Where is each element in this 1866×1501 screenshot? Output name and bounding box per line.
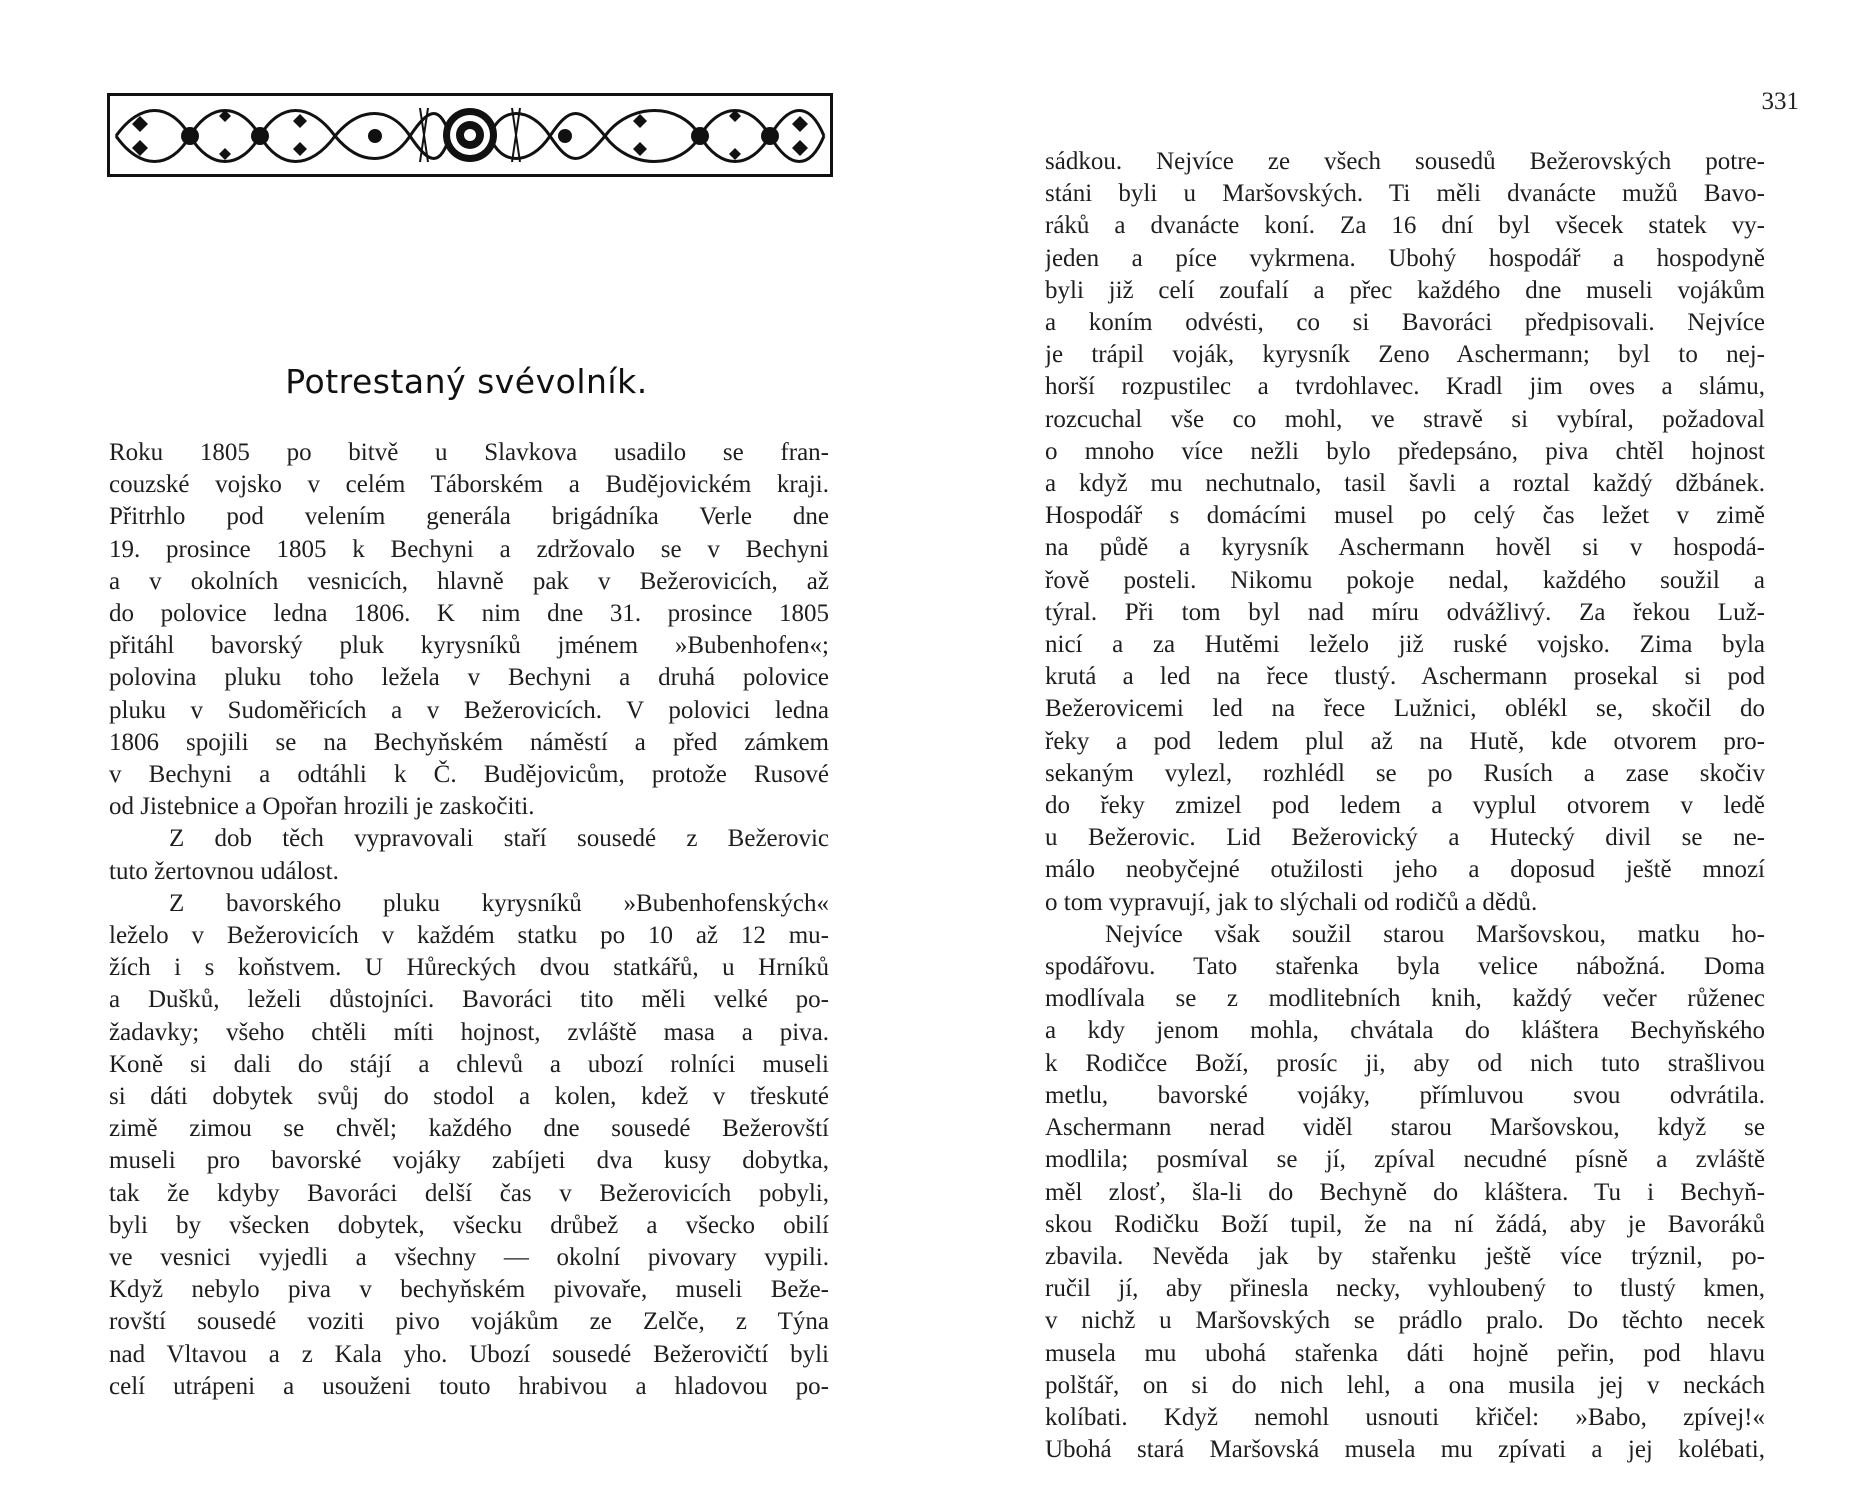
text-line: sádkou. Nejvíce ze všech sousedů Bežerovských potre- — [1045, 148, 1765, 175]
text-line: ráků a dvanácte koní. Za 16 dní byl všecek statek vy- — [1045, 212, 1765, 240]
text-line: nicí a za Hutěmi leželo již ruské vojsko. Zima byla — [1045, 631, 1765, 659]
text-line: týral. Při tom byl nad míru odvážlivý. Za řekou Luž- — [1045, 598, 1765, 626]
text-line: řeky a pod ledem plul až na Hutě, kde otvorem pro- — [1045, 727, 1765, 755]
text-line: musela mu ubohá stařenka dáti hojně peřin, pod hlavu — [1045, 1339, 1765, 1367]
text-line: měl zlosť, šla-li do Bechyně do kláštera. Tu i Bechyň- — [1045, 1178, 1765, 1206]
text-line: na půdě a kyrysník Aschermann hověl si v hospodá- — [1045, 534, 1765, 562]
text-line: jeden a píce vykrmena. Ubohý hospodář a hospodyně — [1045, 244, 1765, 272]
text-line: Přitrhlo pod velením generála brigádníka Verle dne — [109, 503, 829, 531]
text-line: polovina pluku toho ležela v Bechyni a druhá polovice — [109, 664, 829, 692]
text-line: o mnoho více nežli bylo předepsáno, piva chtěl hojnost — [1045, 437, 1765, 465]
text-line: v nichž u Maršovských se prádlo pralo. Do těchto necek — [1045, 1307, 1765, 1335]
text-line: rozcuchal vše co mohl, ve stravě si vybíral, požadoval — [1045, 405, 1765, 433]
text-line: a koním odvésti, co si Bavoráci předpisovali. Nejvíce — [1045, 309, 1765, 337]
paragraph-1 — [1045, 146, 1765, 919]
text-line: přitáhl bavorský pluk kyrysníků jménem »Bubenhofen«; — [109, 632, 829, 660]
text-line: a když mu nechutnalo, tasil šavli a roztal každý džbánek. — [1045, 470, 1765, 498]
text-line: Roku 1805 po bitvě u Slavkova usadilo se fran- — [109, 439, 829, 466]
text-line: u Bežerovic. Lid Bežerovický a Hutecký divil se ne- — [1045, 824, 1765, 852]
text-line: byli by všecken dobytek, všecku drůbež a všecko obilí — [109, 1211, 829, 1239]
text-line: stáni byli u Maršovských. Ti měli dvanácte mužů Bavo- — [1045, 180, 1765, 208]
text-line: Aschermann nerad viděl starou Maršovskou, když se — [1045, 1114, 1765, 1142]
text-line: 1806 spojili se na Bechyňském náměstí a před zámkem — [109, 728, 829, 756]
text-line: málo neobyčejné otužilosti jeho a doposud ještě mnozí — [1045, 856, 1765, 884]
text-line: o tom vypravují, jak to slýchali od rodičů a dědů. — [1045, 888, 1538, 916]
text-line: Z dob těch vypravovali staří sousedé z Bežerovic — [169, 825, 829, 853]
page-number: 331 — [1761, 88, 1799, 115]
text-line: Bežerovicemi led na řece Lužnici, oblékl se, skočil do — [1045, 695, 1765, 723]
text-line: Ubohá stará Maršovská musela mu zpívati a jej kolébati, — [1045, 1436, 1765, 1464]
right-body-text — [1045, 146, 1765, 1466]
paragraph-2 — [109, 823, 829, 887]
text-line: k Rodičce Boží, prosíc ji, aby od nich tuto strašlivou — [1045, 1049, 1765, 1077]
ornamental-header-band — [107, 93, 833, 177]
text-line: 19. prosince 1805 k Bechyni a zdržovalo se v Bechyni — [109, 535, 829, 563]
text-line: ručil jí, aby přinesla necky, vyhloubený to tlustý kmen, — [1045, 1275, 1765, 1303]
text-line: žadavky; všeho chtěli míti hojnost, zvláště masa a piva. — [109, 1018, 829, 1046]
paragraph-2 — [1045, 919, 1765, 1466]
text-line: celí utrápeni a usouženi touto hrabivou a hladovou po- — [109, 1372, 829, 1400]
right-page — [933, 0, 1866, 1501]
text-line: řově posteli. Nikomu pokoje nedal, každého soužil a — [1045, 566, 1765, 594]
text-line: zimě zimou se chvěl; každého dne sousedé Bežerovští — [109, 1115, 829, 1143]
text-line: modlila; posmíval se jí, zpíval necudné písně a zvláště — [1045, 1146, 1765, 1174]
text-line: Koně si dali do stájí a chlevů a ubozí rolníci museli — [109, 1050, 829, 1078]
text-line: Hospodář s domácími musel po celý čas ležet v zimě — [1045, 502, 1765, 530]
paragraph-1 — [109, 437, 829, 823]
text-line: a v okolních vesnicích, hlavně pak v Bežerovicích, až — [109, 567, 829, 595]
text-line: Když nebylo piva v bechyňském pivovaře, museli Beže- — [109, 1276, 829, 1304]
text-line: ve vesnici vyjedli a všechny — okolní pivovary vypili. — [109, 1244, 829, 1272]
text-line: nad Vltavou a z Kala yho. Ubozí sousedé Bežerovičtí byli — [109, 1340, 829, 1368]
text-line: museli pro bavorské vojáky zabíjeti dva kusy dobytka, — [109, 1147, 829, 1175]
text-line: do polovice ledna 1806. K nim dne 31. prosince 1805 — [109, 600, 829, 628]
text-line: kolíbati. Když nemohl usnouti křičel: »Babo, zpívej!« — [1045, 1403, 1765, 1431]
chapter-title: Potrestaný svévolník. — [285, 362, 648, 401]
text-line: je trápil voják, kyrysník Zeno Aschermann; byl to nej- — [1045, 341, 1765, 369]
text-line: metlu, bavorské vojáky, přímluvou svou odvrátila. — [1045, 1081, 1765, 1109]
text-line: pluku v Sudoměřicích a v Bežerovicích. V polovici ledna — [109, 696, 829, 724]
text-line: skou Rodičku Boží tupil, že na ní žádá, aby je Bavoráků — [1045, 1210, 1765, 1238]
text-line: byli již celí zoufalí a přec každého dne museli vojákům — [1045, 276, 1765, 304]
text-line: Nejvíce však soužil starou Maršovskou, matku ho- — [1105, 920, 1765, 948]
text-line: žích i s koňstvem. U Hůreckých dvou statkářů, u Hrníků — [109, 954, 829, 982]
text-line: zbavila. Nevěda jak by stařenku ještě více trýznil, po- — [1045, 1242, 1765, 1270]
text-line: tak že kdyby Bavoráci delší čas v Bežerovicích pobyli, — [109, 1179, 829, 1207]
text-line: modlívala se z modlitebních knih, každý večer růženec — [1045, 985, 1765, 1013]
left-body-text — [109, 437, 829, 1403]
text-line: od Jistebnice a Opořan hrozili je zaskočiti. — [109, 793, 535, 821]
text-line: polštář, on si do nich lehl, a ona musila jej v neckách — [1045, 1371, 1765, 1399]
text-line: Z bavorského pluku kyrysníků »Bubenhofenských« — [169, 889, 829, 917]
text-line: krutá a led na řece tlustý. Aschermann prosekal si pod — [1045, 663, 1765, 691]
text-line: leželo v Bežerovicích v každém statku po 10 až 12 mu- — [109, 922, 829, 950]
ornament-graphic — [110, 96, 830, 174]
text-line: si dáti dobytek svůj do stodol a kolen, kdež v třeskuté — [109, 1083, 829, 1111]
text-line: a kdy jenom mohla, chvátala do kláštera Bechyňského — [1045, 1017, 1765, 1045]
text-line: a Dušků, leželi důstojníci. Bavoráci tito měli velké po- — [109, 986, 829, 1014]
text-line: spodářovu. Tato stařenka byla velice nábožná. Doma — [1045, 953, 1765, 981]
text-line: sekaným vylezl, rozhlédl se po Rusích a zase skočiv — [1045, 759, 1765, 787]
text-line: couzské vojsko v celém Táborském a Budějovickém kraji. — [109, 471, 829, 499]
text-line: rovští sousedé voziti pivo vojákům ze Zelče, z Týna — [109, 1308, 829, 1336]
text-line: v Bechyni a odtáhli k Č. Budějovicům, protože Rusové — [109, 761, 829, 789]
paragraph-3 — [109, 888, 829, 1403]
text-line: do řeky zmizel pod ledem a vyplul otvorem v ledě — [1045, 792, 1765, 820]
text-line: tuto žertovnou událost. — [109, 857, 339, 885]
text-line: horší rozpustilec a tvrdohlavec. Kradl jim oves a slámu, — [1045, 373, 1765, 401]
